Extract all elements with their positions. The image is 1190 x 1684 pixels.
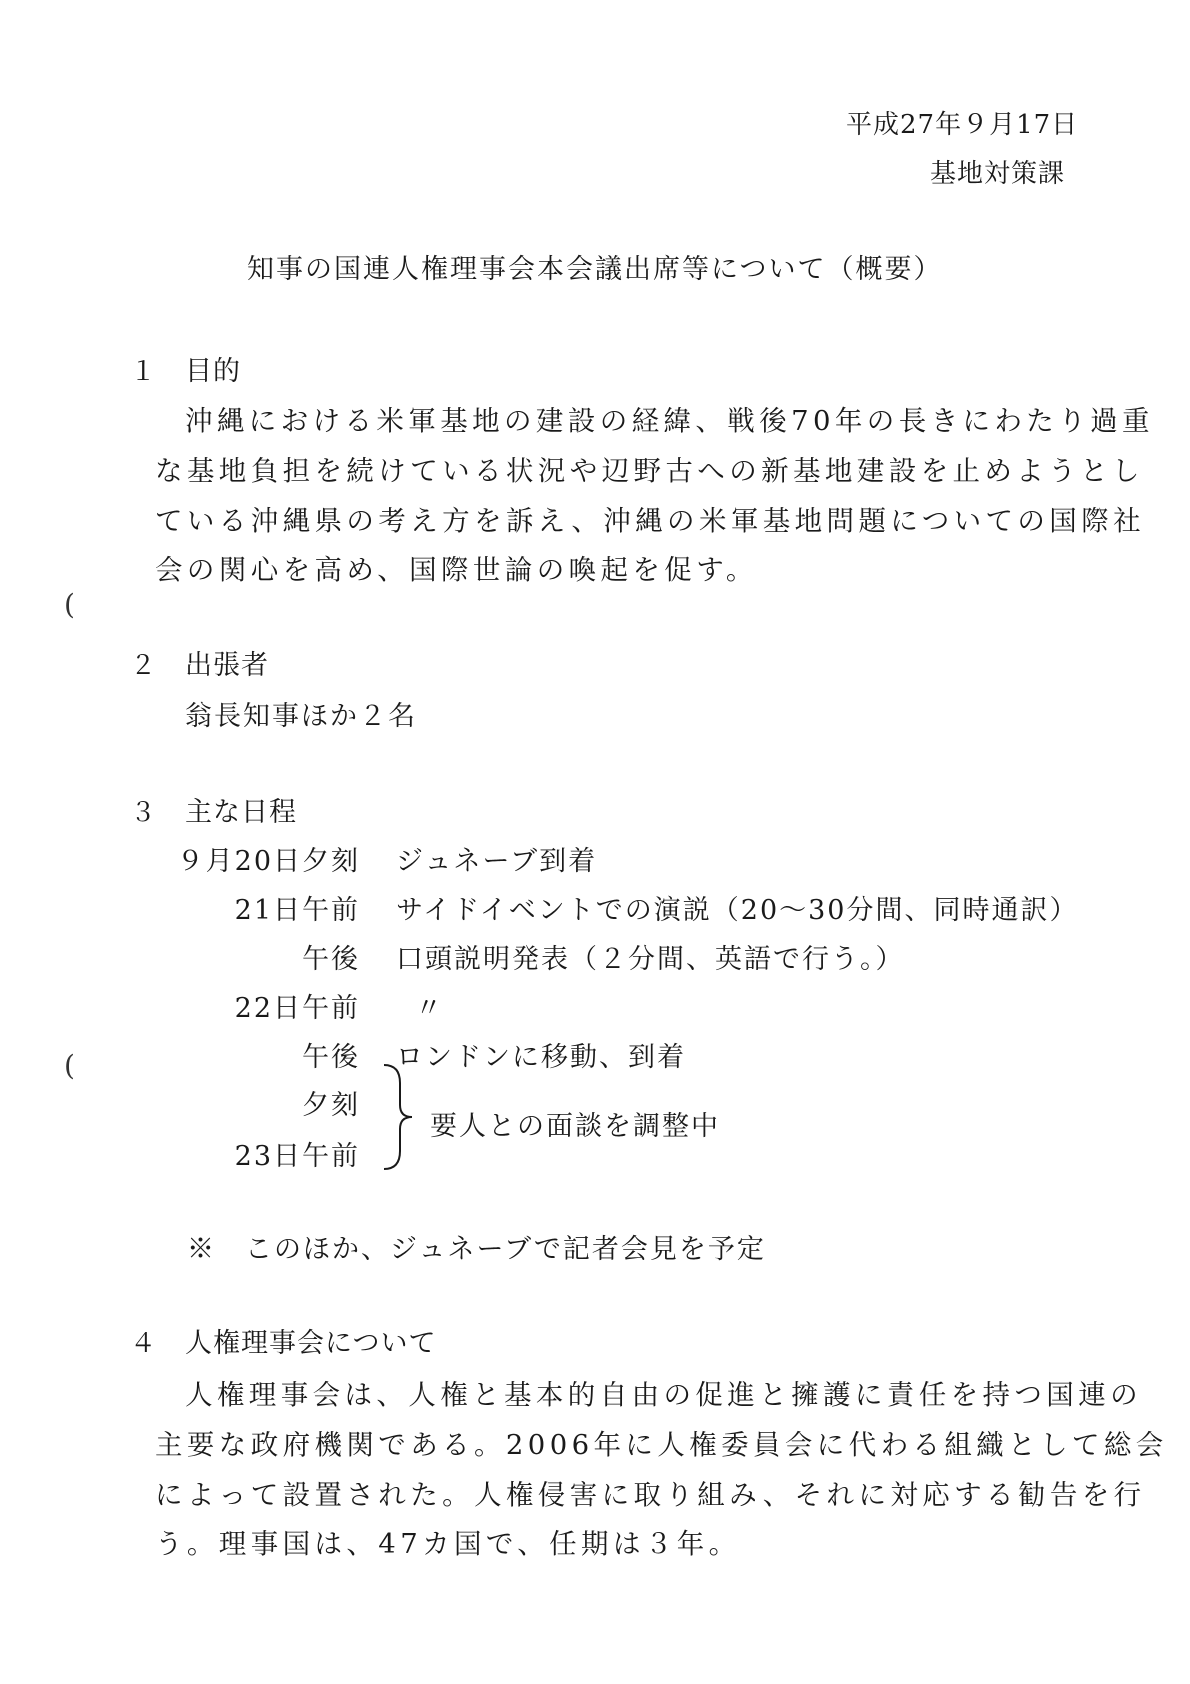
schedule-time: 22日午前	[234, 993, 360, 1024]
schedule-time: 23日午前	[234, 1141, 360, 1172]
section-number: １	[130, 357, 157, 387]
schedule-time: 午後	[302, 944, 360, 975]
travelers-text: 翁長知事ほか２名	[185, 701, 417, 732]
bracket-event: 要人との面談を調整中	[430, 1111, 720, 1142]
right-curly-brace	[380, 1063, 420, 1171]
issuing-department: 基地対策課	[930, 159, 1066, 189]
schedule-event: ジュネーブ到着	[396, 846, 598, 877]
schedule-time: 21日午前	[234, 895, 360, 926]
schedule-note: ※ このほか、ジュネーブで記者会見を予定	[187, 1234, 766, 1265]
schedule-event: 〃	[415, 993, 444, 1024]
binding-mark: (	[64, 588, 75, 621]
section-title: 目的	[185, 356, 241, 387]
document-title: 知事の国連人権理事会本会議出席等について（概要）	[247, 254, 943, 285]
paragraph-line: ている沖縄県の考え方を訴え、沖縄の米軍基地問題についての国際社	[155, 505, 1145, 537]
section-title: 出張者	[185, 650, 269, 681]
schedule-time: 夕刻	[302, 1090, 360, 1121]
paragraph-line: 主要な政府機関である。2006年に人権委員会に代わる組織として総会	[155, 1429, 1168, 1461]
schedule-time: ９月20日夕刻	[176, 846, 360, 877]
section-number: ３	[130, 798, 157, 828]
section-number: ４	[130, 1329, 157, 1359]
section-number: ２	[130, 651, 157, 681]
paragraph-line: 人権理事会は、人権と基本的自由の促進と擁護に責任を持つ国連の	[185, 1379, 1142, 1411]
paragraph-line: う。理事国は、47カ国で、任期は３年。	[155, 1528, 741, 1560]
schedule-event: 口頭説明発表（２分間、英語で行う。）	[396, 944, 905, 975]
schedule-event: サイドイベントでの演説（20～30分間、同時通訳）	[396, 895, 1079, 926]
paragraph-line: 沖縄における米軍基地の建設の経緯、戦後70年の長きにわたり過重	[185, 405, 1154, 437]
paragraph-line: な基地負担を続けている状況や辺野古への新基地建設を止めようとし	[155, 455, 1144, 487]
paragraph-line: によって設置された。人権侵害に取り組み、それに対応する勧告を行	[155, 1479, 1146, 1511]
binding-mark: (	[64, 1049, 75, 1082]
document-date: 平成27年９月17日	[846, 110, 1079, 140]
schedule-event: ロンドンに移動、到着	[396, 1042, 686, 1073]
paragraph-line: 会の関心を高め、国際世論の喚起を促す。	[155, 554, 758, 586]
section-title: 主な日程	[185, 797, 297, 828]
section-title: 人権理事会について	[185, 1328, 437, 1359]
schedule-time: 午後	[302, 1042, 360, 1073]
